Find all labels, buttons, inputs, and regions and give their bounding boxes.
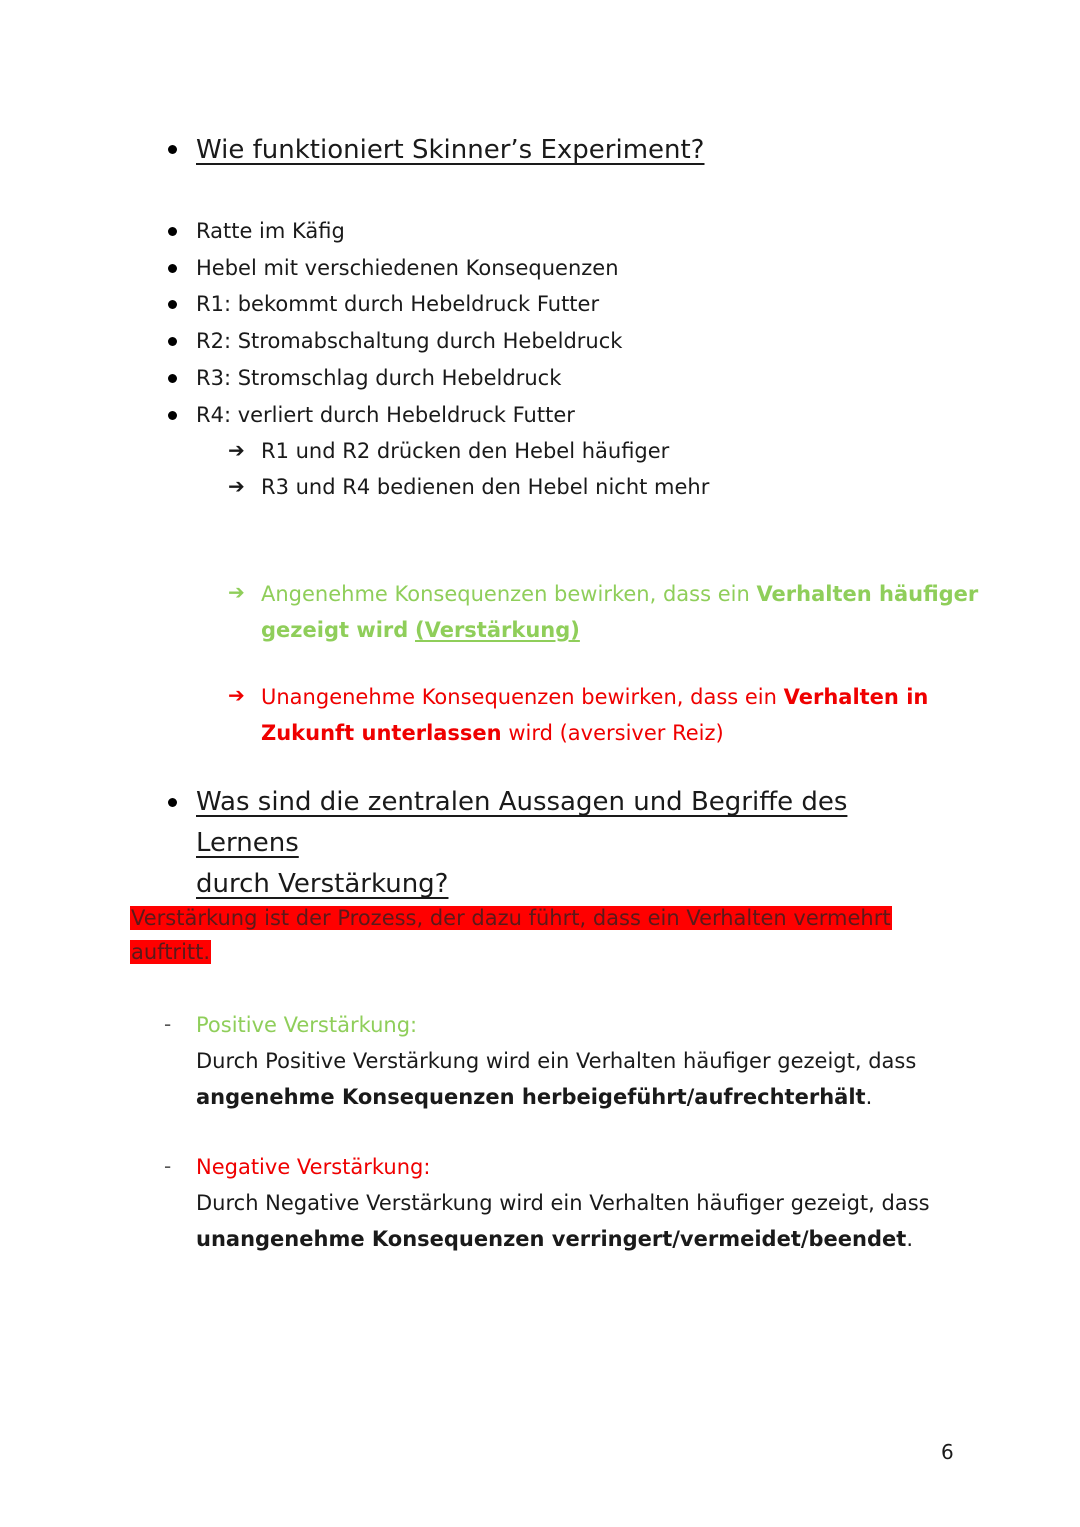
list-item: Ratte im Käfig <box>196 219 345 243</box>
conclusion-positive-bold: gezeigt wird <box>261 618 409 642</box>
type-bold: unangenehme Konsequenzen verringert/vermeidet/beendet <box>196 1227 907 1251</box>
list-item: R2: Stromabschaltung durch Hebeldruck <box>196 329 623 353</box>
result-item: R3 und R4 bedienen den Hebel nicht mehr <box>261 475 710 499</box>
list-bullet <box>168 227 177 236</box>
list-bullet <box>168 300 177 309</box>
heading-bullet <box>168 798 177 807</box>
term-verstaerkung: (Verstärkung) <box>415 618 580 642</box>
heading-line: durch Verstärkung? <box>196 869 449 899</box>
list-item: R1: bekommt durch Hebeldruck Futter <box>196 292 600 316</box>
conclusion-positive-bold: Verhalten häufiger <box>756 582 979 606</box>
type-text: Durch Negative Verstärkung wird ein Verhalten häufiger gezeigt, dass <box>196 1191 930 1215</box>
arrow-right-icon: ➔ <box>228 438 245 462</box>
arrow-right-icon: ➔ <box>228 474 245 498</box>
conclusion-positive <box>261 576 981 648</box>
list-item: R4: verliert durch Hebeldruck Futter <box>196 403 575 427</box>
type-end: . <box>906 1227 913 1251</box>
page-number: 6 <box>941 1440 954 1464</box>
dash-marker: - <box>164 1154 172 1178</box>
conclusion-positive-text: Angenehme Konsequenzen bewirken, dass ein <box>261 582 757 606</box>
type-end: . <box>865 1085 873 1109</box>
conclusion-negative-bold: Zukunft unterlassen <box>261 721 502 745</box>
list-bullet <box>168 374 177 383</box>
space <box>408 618 415 642</box>
type-positive <box>196 1007 956 1115</box>
section-heading-verstaerkung <box>196 782 956 905</box>
section-heading-skinner: Wie funktioniert Skinner’s Experiment? <box>196 135 705 165</box>
dash-marker: - <box>164 1012 172 1036</box>
conclusion-negative-text: Unangenehme Konsequenzen bewirken, dass ein <box>261 685 784 709</box>
list-bullet <box>168 411 177 420</box>
type-text: Durch Positive Verstärkung wird ein Verhalten häufiger gezeigt, dass <box>196 1049 917 1073</box>
conclusion-negative-text: wird (aversiver Reiz) <box>501 721 724 745</box>
conclusion-negative-bold: Verhalten in <box>783 685 929 709</box>
heading-bullet <box>168 145 177 154</box>
type-negative <box>196 1149 956 1257</box>
list-bullet <box>168 337 177 346</box>
conclusion-negative <box>261 679 981 751</box>
type-title: Positive Verstärkung: <box>196 1013 418 1037</box>
list-item: Hebel mit verschiedenen Konsequenzen <box>196 256 619 280</box>
definition-line: auftritt. <box>131 940 211 964</box>
heading-line: Was sind die zentralen Aussagen und Begriffe des Lernens <box>196 787 848 858</box>
definition-line: Verstärkung ist der Prozess, der dazu führt, dass ein Verhalten vermehrt <box>131 906 891 930</box>
type-bold: angenehme Konsequenzen herbeigeführt/aufrechterhält <box>196 1085 866 1109</box>
result-item: R1 und R2 drücken den Hebel häufiger <box>261 439 670 463</box>
type-title: Negative Verstärkung: <box>196 1155 431 1179</box>
arrow-right-icon: ➔ <box>228 580 245 604</box>
list-item: R3: Stromschlag durch Hebeldruck <box>196 366 562 390</box>
arrow-right-icon: ➔ <box>228 683 245 707</box>
list-bullet <box>168 264 177 273</box>
definition-highlight <box>130 901 892 969</box>
